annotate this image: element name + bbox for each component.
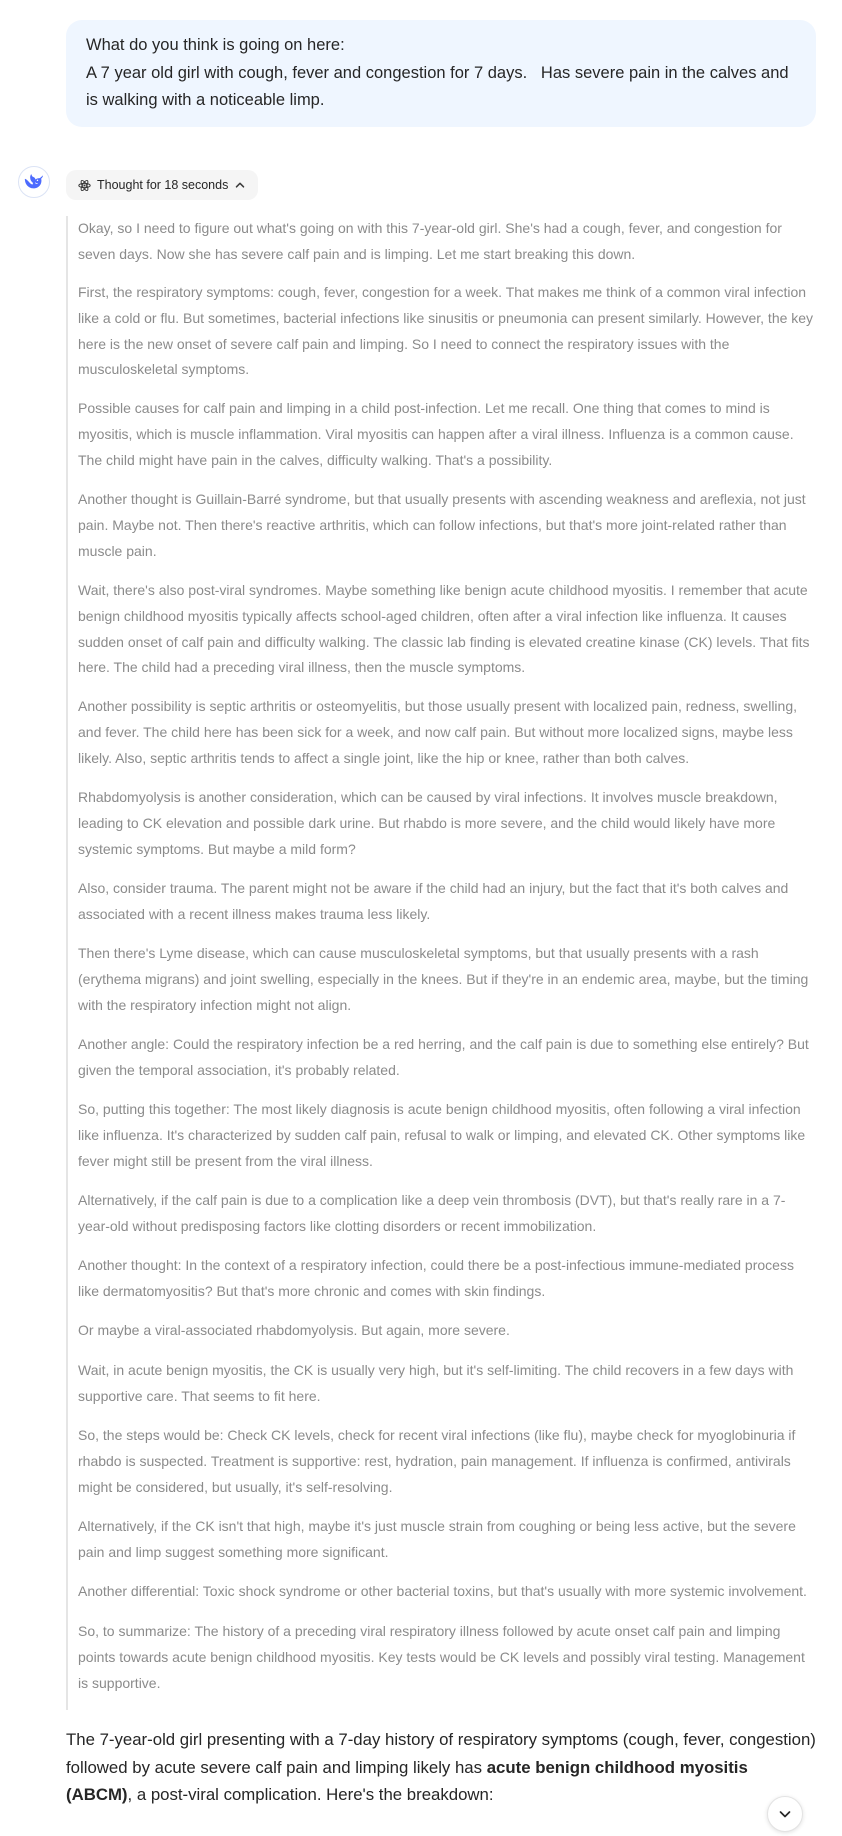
user-message-line-2: A 7 year old girl with cough, fever and congestion for 7 days. Has severe pain in the calves and is walking with a noticeable limp. xyxy=(86,63,794,109)
thought-paragraph: So, the steps would be: Check CK levels, check for recent viral infections (like flu), maybe check for myoglobinuria if rhabdo is suspected. Treatment is supportive: rest, hydration, pain management. If influenza is confirmed, antivirals might be considered, but usually, it's self-resolving. xyxy=(78,1427,796,1495)
thought-toggle-button[interactable] xyxy=(66,170,258,200)
thought-paragraph: Another differential: Toxic shock syndrome or other bacterial toxins, but that's usually with more systemic involvement. xyxy=(78,1583,807,1599)
atom-icon xyxy=(78,179,91,192)
user-message-bubble xyxy=(66,20,816,127)
thought-paragraph: Then there's Lyme disease, which can cause musculoskeletal symptoms, but that usually presents with a rash (erythema migrans) and joint swelling, especially in the knees. But if they're in an endemic area, maybe, but the timing with the respiratory infection might not align. xyxy=(78,945,809,1013)
thought-paragraph: Another angle: Could the respiratory infection be a red herring, and the calf pain is due to something else entirely? But given the temporal association, it's probably related. xyxy=(78,1036,809,1078)
thought-paragraph: So, putting this together: The most likely diagnosis is acute benign childhood myositis, often following a viral infection like influenza. It's characterized by sudden calf pain, refusal to walk or limping, and elevated CK. Other symptoms like fever might still be present from the viral illness. xyxy=(78,1101,806,1169)
thought-paragraph: Wait, there's also post-viral syndromes. Maybe something like benign acute childhood myositis. I remember that acute benign childhood myositis typically affects school-aged children, often after a viral infection like influenza. It causes sudden onset of calf pain and difficulty walking. The classic lab finding is elevated creatine kinase (CK) levels. That fits here. The child had a preceding viral illness, then the muscle symptoms. xyxy=(78,582,810,676)
thought-paragraph: Rhabdomyolysis is another consideration, which can be caused by viral infections. It involves muscle breakdown, leading to CK elevation and possible dark urine. But rhabdo is more severe, and the child would likely have more systemic symptoms. But maybe a mild form? xyxy=(78,789,778,857)
thought-paragraph: Another thought is Guillain-Barré syndrome, but that usually presents with ascending weakness and areflexia, not just pain. Maybe not. Then there's reactive arthritis, which can follow infections, but that's more joint-related rather than muscle pain. xyxy=(78,491,806,559)
thought-paragraph: Also, consider trauma. The parent might not be aware if the child had an injury, but the fact that it's both calves and associated with a recent illness makes trauma less likely. xyxy=(78,880,789,922)
answer-text-after: , a post-viral complication. Here's the breakdown: xyxy=(127,1785,494,1805)
thought-paragraph: So, to summarize: The history of a preceding viral respiratory illness followed by acute onset calf pain and limping points towards acute benign childhood myositis. Key tests would be CK levels and possibly viral testing. Management is supportive. xyxy=(78,1623,805,1691)
thought-paragraph: Possible causes for calf pain and limping in a child post-infection. Let me recall. One thing that comes to mind is myositis, which is muscle inflammation. Viral myositis can happen after a viral illness. Influenza is a common cause. The child might have pain in the calves, difficulty walking. That's a possibility. xyxy=(78,400,794,468)
answer-paragraph xyxy=(66,1726,816,1809)
thought-paragraph: Another thought: In the context of a respiratory infection, could there be a post-infectious immune-mediated process like dermatomyositis? But that's more chronic and comes with skin findings. xyxy=(78,1257,794,1299)
thought-paragraph: Or maybe a viral-associated rhabdomyolysis. But again, more severe. xyxy=(78,1322,510,1338)
thought-toggle-label: Thought for 18 seconds xyxy=(97,178,229,192)
thought-paragraph: Alternatively, if the calf pain is due to a complication like a deep vein thrombosis (DVT), but that's really rare in a 7-year-old without predisposing factors like clotting disorders or recent immobilization. xyxy=(78,1192,786,1234)
thought-paragraph: Alternatively, if the CK isn't that high, maybe it's just muscle strain from coughing or being less active, but the severe pain and limp suggest something more significant. xyxy=(78,1518,796,1560)
chevron-down-icon xyxy=(777,1806,793,1822)
thought-paragraph: Another possibility is septic arthritis or osteomyelitis, but those usually present with localized pain, redness, swelling, and fever. The child here has been sick for a week, and now calf pain. But without more localized signs, maybe less likely. Also, septic arthritis tends to affect a single joint, like the hip or knee, rather than both calves. xyxy=(78,698,798,766)
thought-paragraph: Okay, so I need to figure out what's going on with this 7-year-old girl. She's had a cough, fever, and congestion for seven days. Now she has severe calf pain and is limping. Let me start breaking this down. xyxy=(78,220,782,262)
answer-diagnosis-bold: acute benign childhood myositis (ABCM) xyxy=(66,1757,748,1805)
scroll-to-bottom-button[interactable] xyxy=(767,1796,803,1832)
deepseek-whale-icon xyxy=(23,171,45,193)
user-message-line-1: What do you think is going on here: xyxy=(86,36,345,54)
thought-paragraph: First, the respiratory symptoms: cough, fever, congestion for a week. That makes me think of a common viral infection like a cold or flu. But sometimes, bacterial infections like sinusitis or pneumonia can present similarly. However, the key here is the new onset of severe calf pain and limping. So I need to connect the respiratory issues with the musculoskeletal symptoms. xyxy=(78,284,814,378)
assistant-avatar xyxy=(18,166,50,198)
chevron-up-icon xyxy=(234,179,246,191)
thought-paragraph: Wait, in acute benign myositis, the CK is usually very high, but it's self-limiting. The child recovers in a few days with supportive care. That seems to fit here. xyxy=(78,1362,794,1404)
answer-text-before: The 7-year-old girl presenting with a 7-day history of respiratory symptoms (cough, fever, congestion) followed by acute severe calf pain and limping likely has xyxy=(66,1730,816,1777)
